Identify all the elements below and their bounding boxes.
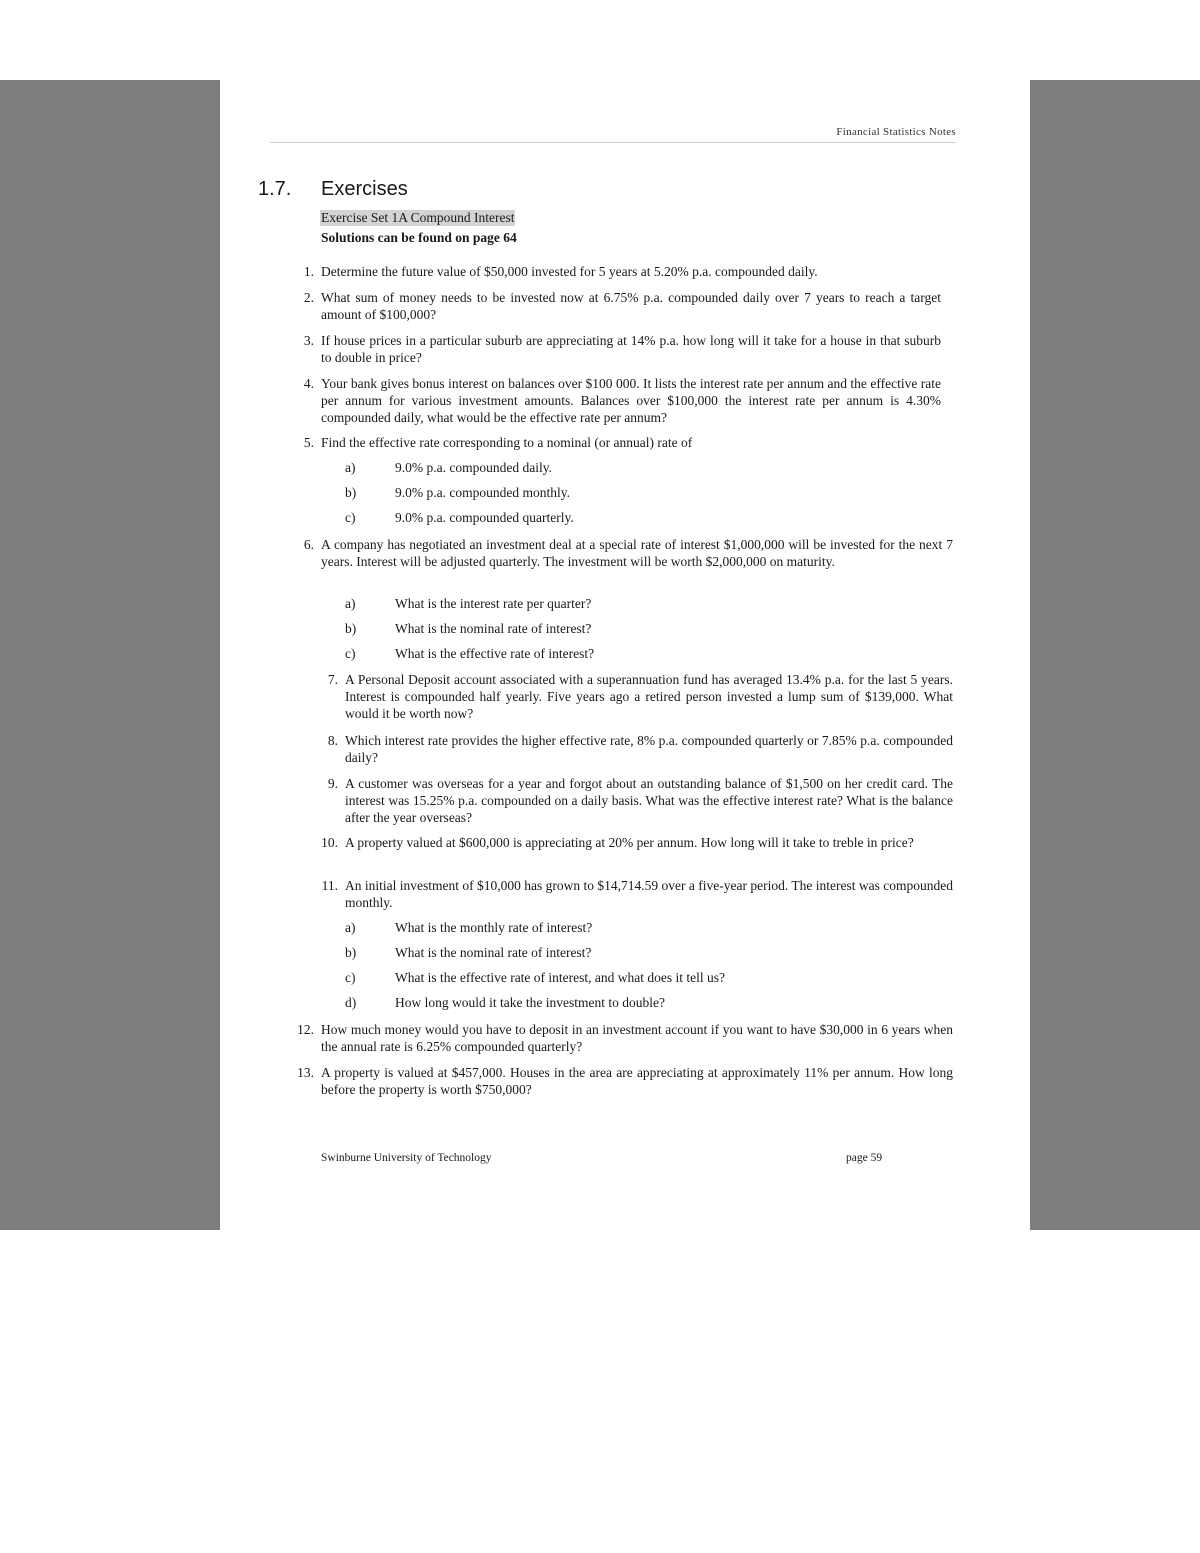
part-label: c) [345, 510, 356, 525]
question-text: Find the effective rate corresponding to a nominal (or annual) rate of [321, 435, 693, 450]
part-label: c) [345, 646, 356, 661]
section-title: Exercises [321, 178, 408, 200]
section-number: 1.7. [258, 178, 292, 200]
part-text: What is the nominal rate of interest? [395, 621, 592, 636]
footer-institution: Swinburne University of Technology [321, 1152, 492, 1164]
question-text: If house prices in a particular suburb are appreciating at 14% p.a. how long will it take for a house in that suburb to double in price? [321, 333, 941, 365]
question-number: 12. [297, 1022, 314, 1037]
part-label: a) [345, 460, 356, 475]
header-rule [270, 142, 956, 143]
part-text: 9.0% p.a. compounded monthly. [395, 485, 570, 500]
question-number: 1. [303, 264, 314, 279]
part-label: d) [345, 995, 357, 1010]
question-number: 7. [327, 672, 338, 687]
part-text: What is the monthly rate of interest? [395, 920, 593, 935]
part-text: What is the effective rate of interest? [395, 646, 595, 661]
part-label: a) [345, 920, 356, 935]
running-header: Financial Statistics Notes [836, 126, 956, 138]
part-text: What is the effective rate of interest, and what does it tell us? [395, 970, 726, 985]
exercise-set-title: Exercise Set 1A Compound Interest [321, 210, 515, 225]
footer-page-number: page 59 [846, 1152, 883, 1164]
question-text: A property is valued at $457,000. Houses in the area are appreciating at approximately 11% per annum. How long before the property is worth $750,000? [321, 1065, 953, 1097]
question-number: 3. [303, 333, 314, 348]
question-number: 5. [303, 435, 314, 450]
part-label: b) [345, 621, 357, 636]
question-number: 4. [303, 376, 314, 391]
question-text: How much money would you have to deposit in an investment account if you want to have $30,000 in 6 years when the annual rate is 6.25% compounded quarterly? [321, 1022, 953, 1054]
part-text: 9.0% p.a. compounded daily. [395, 460, 552, 475]
question-text: A company has negotiated an investment deal at a special rate of interest $1,000,000 will be invested for the next 7 years. Interest will be adjusted quarterly. The investment will be worth $2,000,000 on maturity. [321, 537, 953, 569]
question-number: 11. [321, 878, 338, 893]
question-number: 6. [303, 537, 314, 552]
question-number: 2. [303, 290, 314, 305]
part-label: a) [345, 596, 356, 611]
part-text: What is the nominal rate of interest? [395, 945, 592, 960]
question-text: Your bank gives bonus interest on balances over $100 000. It lists the interest rate per annum and the effective rate per annum for various investment amounts. Balances over $100,000 the interest rate per annum is 4.30% compounded daily, what would be the effective rate per annum? [321, 376, 941, 425]
question-text: A customer was overseas for a year and forgot about an outstanding balance of $1,500 on her credit card. The interest was 15.25% p.a. compounded on a daily basis. What was the effective interest rate? What is the balance after the year overseas? [345, 776, 953, 825]
part-text: 9.0% p.a. compounded quarterly. [395, 510, 574, 525]
question-text: An initial investment of $10,000 has grown to $14,714.59 over a five-year period. The interest was compounded monthly. [345, 878, 953, 910]
question-text: What sum of money needs to be invested now at 6.75% p.a. compounded daily over 7 years to reach a target amount of $100,000? [321, 290, 941, 322]
question-number: 9. [327, 776, 338, 791]
question-number: 10. [321, 835, 338, 850]
question-text: A Personal Deposit account associated with a superannuation fund has averaged 13.4% p.a. for the last 5 years. Interest is compounded half yearly. Five years ago a retired person invested a lump sum of $139,000. What would it be worth now? [345, 672, 953, 721]
question-text: A property valued at $600,000 is appreciating at 20% per annum. How long will it take to treble in price? [345, 835, 914, 850]
question-number: 13. [297, 1065, 314, 1080]
question-number: 8. [327, 733, 338, 748]
part-text: What is the interest rate per quarter? [395, 596, 592, 611]
part-label: b) [345, 945, 357, 960]
part-label: b) [345, 485, 357, 500]
part-text: How long would it take the investment to double? [395, 995, 665, 1010]
document-page [220, 80, 1030, 1230]
solutions-note: Solutions can be found on page 64 [321, 230, 517, 245]
part-label: c) [345, 970, 356, 985]
question-text: Determine the future value of $50,000 invested for 5 years at 5.20% p.a. compounded daily. [321, 264, 818, 279]
question-text: Which interest rate provides the higher effective rate, 8% p.a. compounded quarterly or 7.85% p.a. compounded daily? [345, 733, 953, 765]
